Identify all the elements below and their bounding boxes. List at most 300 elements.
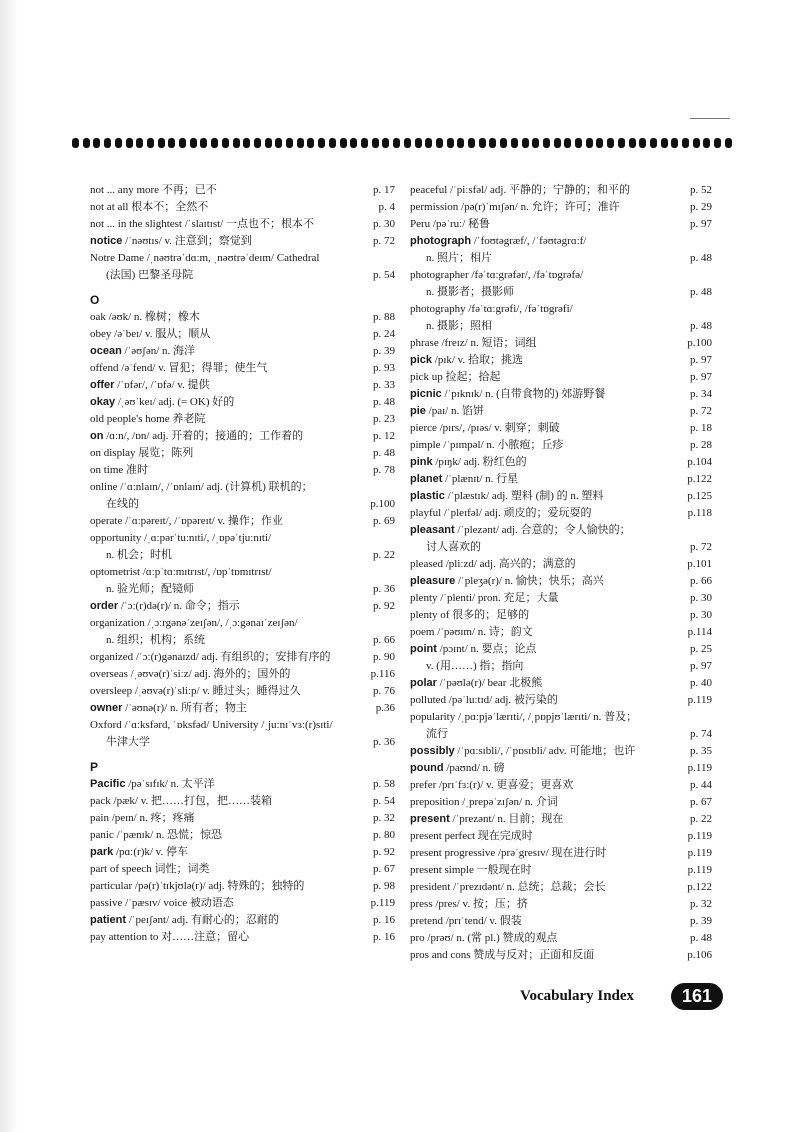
entry-definition: 牛津大学 (106, 736, 150, 748)
index-entry (90, 844, 395, 861)
page-reference: p. 78 (373, 464, 395, 476)
header-rule (690, 118, 730, 119)
page-reference: p.101 (687, 558, 712, 570)
entry-definition: /ˈɔː(r)də(r)/ n. 命令；指示 (118, 600, 240, 612)
entry-definition: /ˈɒfər/, /ˈɒfə/ v. 提供 (114, 379, 210, 391)
index-entry (410, 862, 712, 879)
entry-definition: organized /ˈɔː(r)gənaɪzd/ adj. 有组织的；安排有序的 (90, 651, 331, 663)
index-entry (90, 343, 395, 360)
index-entry (90, 309, 395, 326)
page-reference: p. 23 (373, 413, 395, 425)
page-reference: p.104 (687, 456, 712, 468)
page-reference: p. 39 (690, 915, 712, 927)
page-reference: p. 48 (690, 932, 712, 944)
entry-definition: /ˈpleʒə(r)/ n. 愉快；快乐；高兴 (455, 575, 604, 587)
header-dot (404, 138, 411, 148)
entry-definition: panic /ˈpænɪk/ n. 恐慌；惊恐 (90, 829, 222, 841)
headword: on (90, 430, 104, 442)
header-dot (468, 138, 475, 148)
entry-definition: optometrist /ɑːpˈtɑːmɪtrɪst/, /ɒpˈtɒmɪtrɪst/ (90, 566, 272, 578)
index-entry (90, 394, 395, 411)
page-reference: p.122 (687, 473, 712, 485)
page-reference: p. 48 (690, 286, 712, 298)
entry-definition: /ˈəʊnə(r)/ n. 所有者；物主 (122, 702, 247, 714)
page-reference: p. 16 (373, 931, 395, 943)
entry-definition: /ˈfoʊtəgræf/, /ˈfəʊtəgrɑːf/ (471, 235, 587, 247)
header-dot (671, 138, 678, 148)
entry-definition: /ˈpəʊlə(r)/ bear 北极熊 (436, 677, 543, 689)
entry-definition: n. 摄影；照相 (426, 320, 492, 332)
index-entry (90, 513, 395, 530)
header-dot (243, 138, 250, 148)
header-dot (104, 138, 111, 148)
index-entry-continuation (90, 632, 395, 649)
entry-definition: pain /peɪn/ n. 疼；疼痛 (90, 812, 195, 824)
header-dot (382, 138, 389, 148)
page-reference: p. 22 (373, 549, 395, 561)
page-reference: p.100 (687, 337, 712, 349)
page-reference: p. 97 (690, 218, 712, 230)
header-dot (361, 138, 368, 148)
index-entry-continuation (410, 318, 712, 335)
headword: polar (410, 677, 437, 689)
index-entry (410, 403, 712, 420)
entry-definition: particular /pə(r)ˈtɪkjʊlə(r)/ adj. 特殊的；独特的 (90, 880, 305, 892)
headword: possibly (410, 745, 455, 757)
entry-definition: /ˈəʊʃən/ n. 海洋 (121, 345, 196, 357)
page-reference: p. 48 (373, 396, 395, 408)
headword: owner (90, 702, 123, 714)
entry-definition: pack /pæk/ v. 把……打包，把……装箱 (90, 795, 272, 807)
header-dot (489, 138, 496, 148)
index-entry (90, 776, 395, 793)
index-entry (410, 573, 712, 590)
header-dot (703, 138, 710, 148)
header-dot (179, 138, 186, 148)
header-dot (126, 138, 133, 148)
header-dot (265, 138, 272, 148)
index-entry (90, 649, 395, 666)
index-entry (410, 913, 712, 930)
index-entry (90, 411, 395, 428)
index-entry (90, 666, 395, 683)
entry-definition: on time 准时 (90, 464, 149, 476)
header-dot (564, 138, 571, 148)
page-reference: p. 80 (373, 829, 395, 841)
entry-definition: pro /prəʊ/ n. (常 pl.) 赞成的观点 (410, 932, 558, 944)
index-entry-continuation (410, 539, 712, 556)
index-entry-continuation (410, 284, 712, 301)
entry-definition: pick up 捡起；拾起 (410, 371, 501, 383)
entry-definition: /ɑːn/, /ɒn/ adj. 开着的；接通的；工作着的 (103, 430, 304, 442)
index-entry (90, 564, 395, 581)
index-entry (90, 793, 395, 810)
page-reference: p. 36 (373, 583, 395, 595)
index-entry (90, 199, 395, 216)
index-entry (410, 522, 712, 539)
header-dot (511, 138, 518, 148)
index-entry (410, 505, 712, 522)
index-entry-continuation (90, 734, 395, 751)
index-entry (410, 709, 712, 726)
page-reference: p. 54 (373, 269, 395, 281)
page-reference: p. 90 (373, 651, 395, 663)
index-entry (410, 352, 712, 369)
entry-definition: Notre Dame /ˌnəʊtrəˈdɑːm, ˌnəʊtrəˈdeɪm/ Cathedral (90, 252, 320, 264)
index-entry (410, 777, 712, 794)
entry-definition: prefer /prɪˈfɜː(r)/ v. 更喜爱；更喜欢 (410, 779, 574, 791)
entry-definition: part of speech 词性；词类 (90, 863, 210, 875)
index-entry (410, 216, 712, 233)
index-entry (410, 743, 712, 760)
headword: pound (410, 762, 444, 774)
entry-definition: pierce /pɪrs/, /pɪəs/ v. 刺穿；刺破 (410, 422, 560, 434)
headword: pleasure (410, 575, 456, 587)
entry-definition: polluted /pəˈluːtɪd/ adj. 被污染的 (410, 694, 558, 706)
index-entry (410, 794, 712, 811)
header-dot (661, 138, 668, 148)
entry-definition: online /ˈɑːnlaɪn/, /ˈɒnlaɪn/ adj. (计算机) 联机的； (90, 481, 313, 493)
index-entry (410, 335, 712, 352)
entry-definition: obey /əˈbeɪ/ v. 服从；顺从 (90, 328, 211, 340)
page-reference: p.122 (687, 881, 712, 893)
index-entry (90, 377, 395, 394)
page-reference: p.125 (687, 490, 712, 502)
header-dot (340, 138, 347, 148)
headword: park (90, 846, 114, 858)
header-dot (639, 138, 646, 148)
index-entry-continuation (90, 581, 395, 598)
entry-definition: phrase /freɪz/ n. 短语；词组 (410, 337, 537, 349)
headword: order (90, 600, 119, 612)
entry-definition: pimple /ˈpɪmpəl/ n. 小脓疱；丘疹 (410, 439, 564, 451)
header-dot (522, 138, 529, 148)
headword: plastic (410, 490, 445, 502)
page-reference: p.119 (687, 830, 712, 842)
dotted-header-border (72, 136, 732, 150)
page-reference: p. 30 (373, 218, 395, 230)
index-entry (410, 692, 712, 709)
header-dot (693, 138, 700, 148)
page-reference: p. 93 (373, 362, 395, 374)
page-reference: p. 18 (690, 422, 712, 434)
header-dot (543, 138, 550, 148)
entry-definition: overseas /ˌəʊvə(r)ˈsiːz/ adj. 海外的；国外的 (90, 668, 291, 680)
page-reference: p.119 (370, 897, 395, 909)
page-reference: p. 92 (373, 846, 395, 858)
index-entry (410, 454, 712, 471)
entry-definition: preposition /ˌprepəˈzɪʃən/ n. 介词 (410, 796, 558, 808)
index-entry-continuation (410, 658, 712, 675)
entry-definition: /ˈplæstɪk/ adj. 塑料 (制) 的 n. 塑料 (444, 490, 604, 502)
page-reference: p. 66 (690, 575, 712, 587)
index-entry (90, 700, 395, 717)
header-dot (596, 138, 603, 148)
index-entry (410, 488, 712, 505)
page-reference: p. 72 (690, 541, 712, 553)
entry-definition: n. 组织；机构；系统 (106, 634, 205, 646)
index-entry (410, 607, 712, 624)
entry-definition: popularity /ˌpɑːpjəˈlærɪti/, /ˌpɒpjʊˈlærɪti/ n. 普及； (410, 711, 638, 723)
index-entry (90, 717, 395, 734)
page-reference: p. 32 (373, 812, 395, 824)
headword: Pacific (90, 778, 126, 790)
index-entry (90, 810, 395, 827)
page-reference: p. 98 (373, 880, 395, 892)
header-dot (200, 138, 207, 148)
headword: pleasant (410, 524, 455, 536)
section-letter: P (90, 760, 99, 774)
page-number-badge: 161 (671, 983, 723, 1010)
header-dot (425, 138, 432, 148)
header-dot (254, 138, 261, 148)
index-entry (410, 437, 712, 454)
header-dot (618, 138, 625, 148)
header-dot (575, 138, 582, 148)
headword: pie (410, 405, 426, 417)
index-entry (90, 326, 395, 343)
page-reference: p. 24 (373, 328, 395, 340)
header-dot (222, 138, 229, 148)
page-reference: p. 17 (373, 184, 395, 196)
index-entry (90, 895, 395, 912)
index-column-left (90, 182, 395, 946)
entry-definition: /ˈpɪknɪk/ n. (自带食物的) 郊游野餐 (441, 388, 606, 400)
page-reference: p. 97 (690, 354, 712, 366)
header-dot (415, 138, 422, 148)
entry-definition: n. 摄影者；摄影师 (426, 286, 514, 298)
header-dot (500, 138, 507, 148)
index-entry (410, 590, 712, 607)
entry-definition: pleased /pliːzd/ adj. 高兴的；满意的 (410, 558, 576, 570)
index-column-right (410, 182, 712, 964)
section-letter: O (90, 293, 100, 307)
header-dot (554, 138, 561, 148)
header-dot (147, 138, 154, 148)
header-dot (607, 138, 614, 148)
page-reference: p.116 (370, 668, 395, 680)
index-entry-continuation (410, 250, 712, 267)
header-dot (393, 138, 400, 148)
page-reference: p. 25 (690, 643, 712, 655)
header-dot (190, 138, 197, 148)
page-reference: p.114 (687, 626, 712, 638)
index-entry (90, 250, 395, 267)
index-entry (90, 615, 395, 632)
index-entry (90, 182, 395, 199)
entry-definition: peaceful /ˈpiːsfəl/ adj. 平静的；宁静的；和平的 (410, 184, 630, 196)
header-dot (629, 138, 636, 148)
entry-definition: present progressive /prəˈgresɪv/ 现在进行时 (410, 847, 607, 859)
entry-definition: Oxford /ˈɑːksfərd, ˈɒksfəd/ University /ˌjuːnɪˈvɜː(r)sɪti/ (90, 719, 333, 731)
page-reference: p. 36 (373, 736, 395, 748)
index-entry (410, 879, 712, 896)
headword: photograph (410, 235, 472, 247)
entry-definition: /pɪŋk/ adj. 粉红色的 (432, 456, 527, 468)
header-dot (457, 138, 464, 148)
header-dot (682, 138, 689, 148)
entry-definition: /ˈpɑːsɪbli/, /ˈpɒsɪbli/ adv. 可能地；也许 (454, 745, 636, 757)
index-entry (410, 556, 712, 573)
entry-definition: present perfect 现在完成时 (410, 830, 533, 842)
index-entry (410, 845, 712, 862)
entry-definition: pay attention to 对……注意；留心 (90, 931, 250, 943)
page-reference: p. 69 (373, 515, 395, 527)
index-entry (410, 420, 712, 437)
page-reference: p. 30 (690, 609, 712, 621)
entry-definition: 讨人喜欢的 (426, 541, 481, 553)
entry-definition: pretend /prɪˈtend/ v. 假装 (410, 915, 522, 927)
entry-definition: pros and cons 赞成与反对；正面和反面 (410, 949, 595, 961)
page-reference: p. 30 (690, 592, 712, 604)
entry-definition: 在线的 (106, 498, 139, 510)
index-entry (90, 530, 395, 547)
page-reference: p. 97 (690, 371, 712, 383)
headword: pink (410, 456, 433, 468)
page-reference: p. 29 (690, 201, 712, 213)
entry-definition: /ˈprezənt/ n. 目前；现在 (449, 813, 564, 825)
page-reference: p. 67 (690, 796, 712, 808)
index-entry (90, 479, 395, 496)
headword: pick (410, 354, 433, 366)
entry-definition: v. (用……) 指；指向 (426, 660, 524, 672)
entry-definition: /ˈpeɪʃənt/ adj. 有耐心的；忍耐的 (126, 914, 279, 926)
entry-definition: n. 机会；时机 (106, 549, 172, 561)
index-entry (410, 896, 712, 913)
index-entry (410, 828, 712, 845)
header-dot (158, 138, 165, 148)
page-reference: p. 76 (373, 685, 395, 697)
index-entry (90, 428, 395, 445)
index-entry (410, 624, 712, 641)
header-dot (83, 138, 90, 148)
entry-definition: organization /ˌɔːrgənəˈzeɪʃən/, /ˌɔːgənaɪˈzeɪʃən/ (90, 617, 298, 629)
index-entry (410, 199, 712, 216)
header-dot (650, 138, 657, 148)
index-entry (410, 947, 712, 964)
headword: notice (90, 235, 123, 247)
page-reference: p. 72 (690, 405, 712, 417)
entry-definition: n. 验光师；配镜师 (106, 583, 194, 595)
header-dot (136, 138, 143, 148)
page-reference: p. 48 (690, 252, 712, 264)
page-reference: p. 48 (690, 320, 712, 332)
page-reference: p. 40 (690, 677, 712, 689)
header-dot (115, 138, 122, 148)
header-dot (233, 138, 240, 148)
index-entry (90, 861, 395, 878)
index-entry (410, 675, 712, 692)
header-dot (447, 138, 454, 148)
entry-definition: press /pres/ v. 按；压；挤 (410, 898, 528, 910)
entry-definition: n. 照片；相片 (426, 252, 492, 264)
page-reference: p.119 (687, 762, 712, 774)
index-entry (90, 462, 395, 479)
entry-definition: 流行 (426, 728, 448, 740)
entry-definition: Peru /pəˈruː/ 秘鲁 (410, 218, 491, 230)
page-reference: p. 35 (690, 745, 712, 757)
entry-definition: (法国) 巴黎圣母院 (106, 269, 194, 281)
entry-definition: president /ˈprezɪdənt/ n. 总统；总裁；会长 (410, 881, 606, 893)
index-entry (90, 233, 395, 250)
page-reference: p. 33 (373, 379, 395, 391)
page-reference: p.36 (375, 702, 395, 714)
header-dot (436, 138, 443, 148)
entry-definition: operate /ˈɑːpəreɪt/, /ˈɒpəreɪt/ v. 操作；作业 (90, 515, 283, 527)
header-dot (329, 138, 336, 148)
page-reference: p.118 (687, 507, 712, 519)
index-entry (410, 182, 712, 199)
header-dot (297, 138, 304, 148)
entry-definition: present simple 一般现在时 (410, 864, 532, 876)
header-dot (714, 138, 721, 148)
headword: point (410, 643, 437, 655)
entry-definition: /pɑː(r)k/ v. 停车 (113, 846, 188, 858)
page-reference: p. 88 (373, 311, 395, 323)
page-reference: p. 72 (373, 235, 395, 247)
entry-definition: /ˌəʊˈkeɪ/ adj. (= OK) 好的 (115, 396, 235, 408)
entry-definition: /ˈplænɪt/ n. 行星 (442, 473, 519, 485)
page-reference: p. 52 (690, 184, 712, 196)
page-reference: p.106 (687, 949, 712, 961)
page-reference: p. 44 (690, 779, 712, 791)
index-entry (90, 878, 395, 895)
entry-definition: /pəˈsɪfɪk/ n. 太平洋 (125, 778, 215, 790)
header-dot (586, 138, 593, 148)
entry-definition: passive /ˈpæsɪv/ voice 被动语态 (90, 897, 234, 909)
page-reference: p. 39 (373, 345, 395, 357)
index-entry (90, 929, 395, 946)
page-reference: p. 66 (373, 634, 395, 646)
index-entry-continuation (90, 547, 395, 564)
header-dot (479, 138, 486, 148)
index-entry (90, 360, 395, 377)
page-reference: p.119 (687, 864, 712, 876)
index-entry (410, 301, 712, 318)
page-reference: p. 34 (690, 388, 712, 400)
entry-definition: poem /ˈpəʊɪm/ n. 诗；韵文 (410, 626, 533, 638)
index-entry-continuation (90, 496, 395, 513)
entry-definition: permission /pə(r)ˈmɪʃən/ n. 允许；许可；准许 (410, 201, 620, 213)
page-reference: p. 48 (373, 447, 395, 459)
headword: picnic (410, 388, 442, 400)
header-dot (286, 138, 293, 148)
index-entry (410, 471, 712, 488)
header-dot (725, 138, 732, 148)
entry-definition: old people's home 养老院 (90, 413, 206, 425)
headword: offer (90, 379, 115, 391)
entry-definition: /pɔɪnt/ n. 要点；论点 (436, 643, 537, 655)
page-reference: p. 12 (373, 430, 395, 442)
page-reference: p. 74 (690, 728, 712, 740)
entry-definition: /pɪk/ v. 拾取；挑选 (432, 354, 523, 366)
index-entry (90, 827, 395, 844)
page-reference: p. 28 (690, 439, 712, 451)
index-entry (90, 445, 395, 462)
entry-definition: plenty /ˈplenti/ pron. 充足；大量 (410, 592, 559, 604)
headword: ocean (90, 345, 122, 357)
header-dot (93, 138, 100, 148)
entry-definition: plenty of 很多的；足够的 (410, 609, 530, 621)
header-dot (307, 138, 314, 148)
footer-title: Vocabulary Index (520, 988, 635, 1004)
entry-definition: /paʊnd/ n. 磅 (443, 762, 505, 774)
index-entry (90, 216, 395, 233)
headword: okay (90, 396, 116, 408)
entry-definition: not ... in the slightest /ˈslaɪtɪst/ 一点也不；根本不 (90, 218, 314, 230)
page-reference: p.119 (687, 847, 712, 859)
page-reference: p. 67 (373, 863, 395, 875)
